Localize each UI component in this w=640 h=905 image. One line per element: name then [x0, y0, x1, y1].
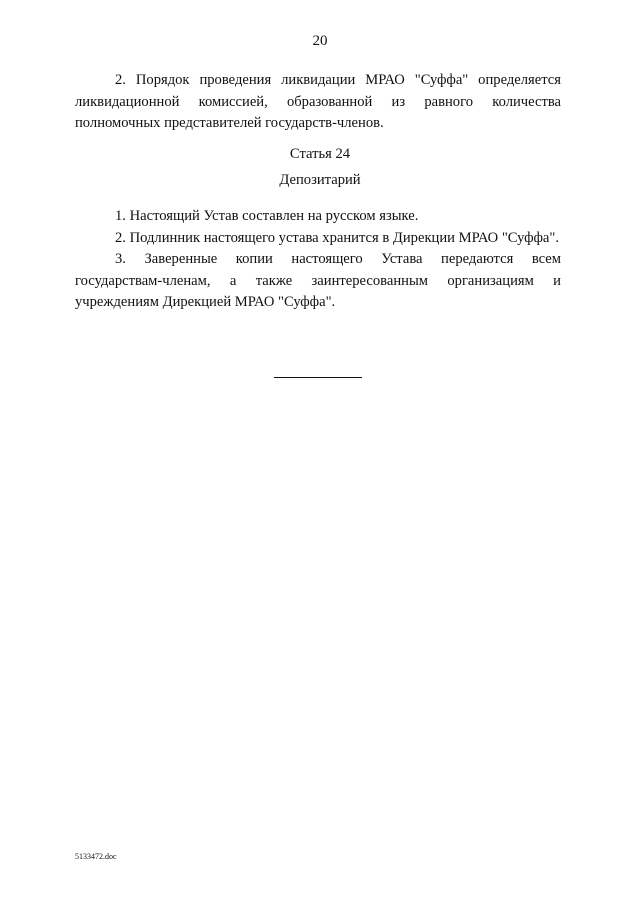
page-number: 20	[312, 33, 328, 49]
article-subtitle: Депозитарий	[279, 172, 361, 188]
end-divider	[274, 377, 362, 378]
liquidation-section	[75, 70, 561, 135]
article-body	[75, 206, 561, 314]
paragraph-original-storage: 2. Подлинник настоящего устава хранится в Дирекции МРАО "Суффа".	[115, 229, 560, 246]
article-title: Статья 24	[289, 146, 351, 162]
paragraph-language: 1. Настоящий Устав составлен на русском языке.	[115, 208, 419, 224]
paragraph-liquidation-procedure: 2. Порядок проведения ликвидации МРАО "Суффа" определяется ликвидационной комиссией, образованной из равного количества полномочных представителей государств-членов.	[75, 72, 561, 131]
paragraph-certified-copies: 3. Заверенные копии настоящего Устава передаются всем государствам-членам, а также заинтересованным организациям и учреждениям Дирекцией МРАО "Суффа".	[75, 251, 561, 310]
document-code: 5133472.doc	[75, 852, 117, 861]
